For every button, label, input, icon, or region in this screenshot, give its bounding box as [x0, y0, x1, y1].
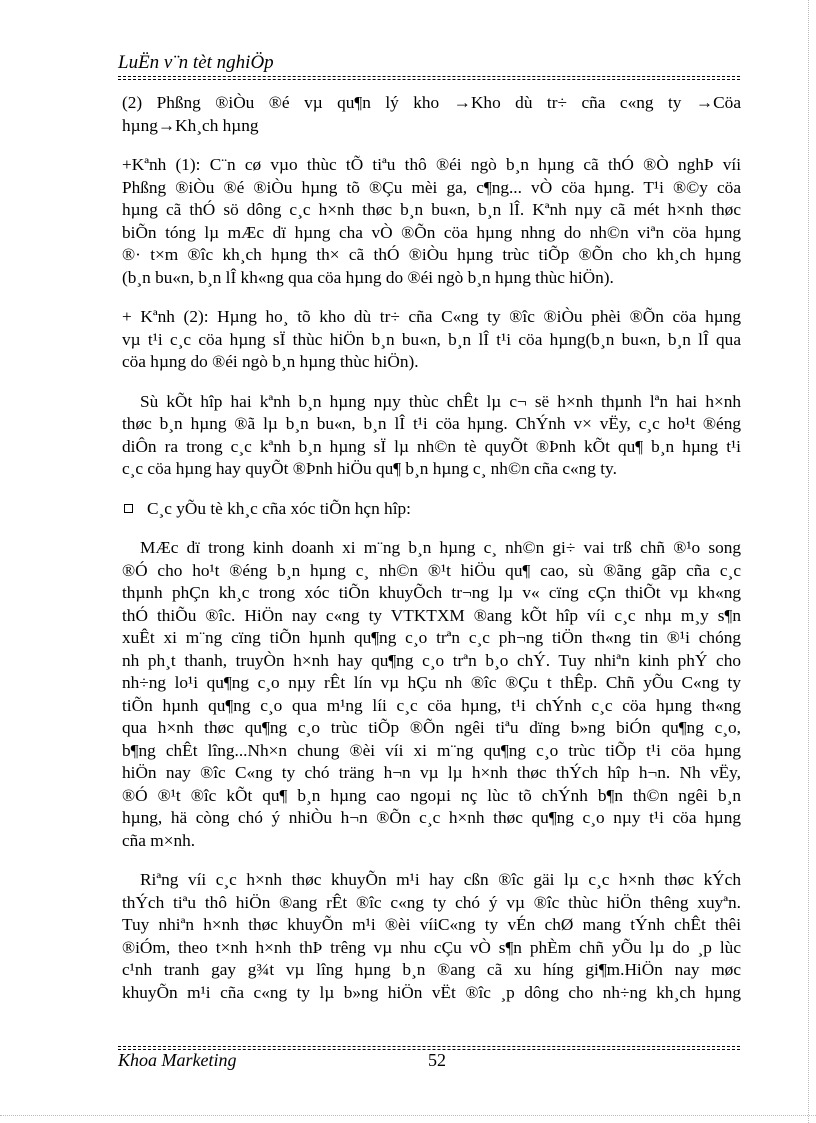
text-line: +Kªnh (1): C¨n cø vµo thùc tÕ tiªu thô ®éi ngò b¸n hµng cã thÓ ®Ò nghÞ víi: [122, 155, 741, 174]
page-edge-right: [808, 0, 809, 1123]
bullet-heading-text: C¸c yÕu tè kh¸c cña xóc tiÕn hçn hîp:: [147, 498, 411, 518]
paragraph-promotion: [122, 869, 741, 1004]
text-line: b¶ng chÊt lîng...Nh×n chung ®èi víi xi m¨ng qu¶ng c¸o trùc tiÕp t¹i cöa hµng: [122, 740, 741, 760]
header-rule-double: [118, 79, 740, 80]
text-line: tiÕn hµnh qu¶ng c¸o qua m¹ng líi c¸c cöa hµng, t¹i chÝnh c¸c cöa hµng th«ng: [122, 695, 741, 715]
text-line: qua h×nh thøc qu¶ng c¸o trùc tiÕp ®Õn ngêi tiªu dïng b»ng biÓn qu¶ng c¸o,: [122, 718, 741, 737]
paragraph-combination: [122, 391, 741, 481]
text-line: cña m×nh.: [122, 830, 196, 850]
text-line: hµng cã thÓ sö dông c¸c h×nh thøc b¸n bu«n, b¸n lÎ. Kªnh nµy cã mét h×nh thøc: [122, 200, 741, 219]
text-line: nh÷ng lo¹i qu¶ng c¸o nµy rÊt lín vµ hÇu nh ®îc ®Çu t thÊp. Chñ yÕu C«ng ty: [122, 673, 741, 692]
page-edge-bottom: [0, 1115, 816, 1116]
text-line: MÆc dï trong kinh doanh xi m¨ng b¸n hµng c¸ nh©n gi÷ vai trß chñ ®¹o song: [140, 538, 741, 557]
text-line: Riªng víi c¸c h×nh thøc khuyÕn m¹i hay cßn ®îc gäi lµ c¸c h×nh thøc kÝch: [140, 870, 741, 889]
text-line: thÓ thiÕu ®îc. HiÖn nay c«ng ty VTKTXM ®ang kÕt hîp víi c¸c nhµ m¸y s¶n: [122, 605, 741, 625]
text-line: cöa hµng do ®éi ngò b¸n hµng thùc hiÖn).: [122, 352, 419, 371]
paragraph-flow-2: [122, 92, 741, 137]
header-rule: [118, 76, 740, 77]
text-line: c¸c cöa hµng hay quyÕt ®Þnh hiÖu qu¶ b¸n hµng c¸ nh©n cña c«ng ty.: [122, 459, 617, 478]
text-line: Phßng ®iÒu ®é ®iÒu hµng tõ ®Çu mèi ga, c¶ng... vÒ cöa hµng. T¹i ®©y cöa: [122, 177, 741, 197]
text-line: (2) Phßng ®iÒu ®é vµ qu¶n lý kho →Kho dù tr÷ cña c«ng ty →Cöa: [122, 93, 741, 112]
text-line: (b¸n bu«n, b¸n lÎ kh«ng qua cöa hµng do ®éi ngò b¸n hµng thùc hiÖn).: [122, 267, 614, 287]
text-line: hµng, hä còng chó ý nhiÒu h¬n ®Õn c¸c h×nh thøc qu¶ng c¸o nµy t¹i cöa hµng: [122, 808, 741, 827]
text-line: Sù kÕt hîp hai kªnh b¸n hµng nµy thùc chÊt lµ c¬ së h×nh thµnh lªn hai h×nh: [140, 391, 741, 411]
text-line: thµnh phÇn kh¸c trong xóc tiÕn khuyÕch tr¬ng lµ v« cïng cÇn thiÕt vµ kh«ng: [122, 583, 741, 602]
text-line: nh ph¸t thanh, truyÒn h×nh hay qu¶ng c¸o trªn b¸o chÝ. Tuy nhiªn kinh phÝ cho: [122, 650, 741, 670]
document-body: [122, 92, 741, 1004]
paragraph-advertising: [122, 537, 741, 852]
footer-rule: [118, 1046, 740, 1047]
text-line: xuÊt xi m¨ng cïng tiÕn hµnh qu¶ng c¸o trªn c¸c ph¬ng tiÖn th«ng tin ®¹i chóng: [122, 628, 741, 647]
text-line: Tuy nhiªn h×nh thøc khuyÕn m¹i ®èi víiC«ng ty vÉn chØ mang tÝnh chÊt thêi: [122, 915, 741, 934]
text-line: thÝch tiªu thô hiÖn ®ang rÊt ®îc c«ng ty chó ý vµ ®îc thùc hiÖn thêng xuyªn.: [122, 892, 741, 912]
text-line: ®iÓm, theo t×nh h×nh thÞ trêng vµ nhu cÇu vÒ s¶n phÈm chñ yÕu lµ do ¸p lùc: [122, 937, 741, 957]
document-header-title: LuËn v¨n tèt nghiÖp: [118, 52, 274, 73]
text-line: c¹nh tranh gay g¾t vµ lîng hµng b¸n ®ang cã xu híng gi¶m.HiÖn nay møc: [122, 960, 741, 979]
text-line: + Kªnh (2): Hµng ho¸ tõ kho dù tr÷ cña C«ng ty ®îc ®iÒu phèi ®Õn cöa hµng: [122, 307, 741, 326]
page-number: 52: [428, 1050, 446, 1070]
text-line: vµ t¹i c¸c cöa hµng sÏ thùc hiÖn b¸n bu«n, b¸n lÎ t¹i cöa hµng(b¸n bu«n, b¸n lÎ qua: [122, 329, 741, 349]
text-line: biÕn tóng lµ mÆc dï hµng cha vÒ ®Õn cöa hµng nhng do nh©n viªn cöa hµng: [122, 222, 741, 242]
footer-department: Khoa Marketing: [118, 1050, 237, 1070]
text-line: diÔn ra trong c¸c kªnh b¸n hµng sÏ lµ nh©n tè quyÕt ®Þnh kÕt qu¶ b¸n hµng t¹i: [122, 436, 741, 456]
text-line: khuyÕn m¹i cña c«ng ty lµ b»ng hiÖn vËt ®îc ¸p dông cho nh÷ng kh¸ch hµng: [122, 982, 741, 1002]
square-bullet-icon: [124, 504, 133, 513]
text-line: hµng→Kh¸ch hµng: [122, 115, 259, 135]
text-line: ®Ó cho ho¹t ®éng b¸n hµng c¸ nh©n ®¹t hiÖu qu¶ cao, sù ®ãng gãp cña c¸c: [122, 560, 741, 580]
paragraph-channel-2: [122, 306, 741, 374]
text-line: ®Ó ®¹t ®îc kÕt qu¶ b¸n hµng cao ngoµi nç lùc tõ chÝnh b¶n th©n ngêi b¸n: [122, 785, 741, 805]
paragraph-channel-1: [122, 154, 741, 289]
text-line: ®· t×m ®îc kh¸ch hµng th× cã thÓ ®iÒu hµng trùc tiÕp ®Õn cho kh¸ch hµng: [122, 245, 741, 264]
text-line: thøc b¸n hµng ®ã lµ b¸n bu«n, b¸n lÎ t¹i cöa hµng. ChÝnh v× vËy, c¸c ho¹t ®éng: [122, 414, 741, 433]
text-line: hiÖn nay ®îc C«ng ty chó träng h¬n vµ lµ h×nh thøc thÝch hîp h¬n. Nh vËy,: [122, 763, 741, 782]
bullet-heading: [122, 498, 741, 521]
